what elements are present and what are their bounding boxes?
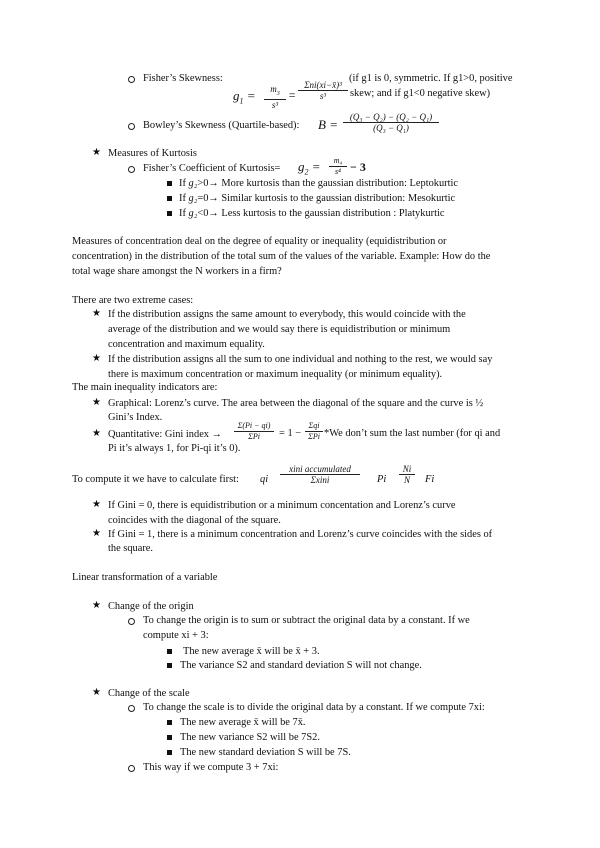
- star-bullet-icon: ★: [92, 147, 101, 158]
- square-bullet-icon: [167, 735, 172, 740]
- square-bullet-icon: [167, 750, 172, 755]
- star-bullet-icon: ★: [92, 428, 101, 439]
- scale-std-dev: The new standard deviation S will be 7S.: [180, 747, 351, 758]
- equals-sign: =: [288, 88, 297, 102]
- case1-line-3: concentration and maximum equality.: [108, 339, 265, 350]
- bowley-label: Bowley’s Skewness (Quartile-based):: [143, 120, 300, 131]
- case2-line-2: there is maximum concentration or maximum inequality (or minimum equality).: [108, 369, 443, 380]
- circle-bullet-icon: [128, 618, 135, 625]
- square-bullet-icon: [167, 720, 172, 725]
- scale-average: The new average x̄ will be 7x̄.: [180, 717, 306, 728]
- bowley-lhs: B =: [318, 117, 338, 132]
- fisher-skewness-note-2: skew; and if g1<0 negative skew): [350, 88, 491, 99]
- scale-variance: The new variance S2 will be 7S2.: [180, 732, 320, 743]
- fisher-kurtosis-lhs: $g_2$ =: [298, 159, 321, 177]
- case2-line-1: If the distribution assigns all the sum to one individual and nothing to the rest, we would say: [108, 354, 493, 365]
- indicators-intro: The main inequality indicators are:: [72, 382, 218, 393]
- linear-heading: Linear transformation of a variable: [72, 572, 218, 583]
- concentration-line-2: concentration) in the distribution of the total sum of the values of the variable. Example: How do the: [72, 251, 491, 262]
- circle-bullet-icon: [128, 123, 135, 130]
- gini-zero-line-2: coincides with the diagonal of the square.: [108, 515, 281, 526]
- kurtosis-item-lepto: If g₂>0→ More kurtosis than the gaussian distribution: Leptokurtic: [179, 178, 459, 189]
- compute-qi: qi: [260, 474, 269, 485]
- origin-variance: The variance S2 and standard deviation S will not change.: [180, 660, 422, 671]
- compute-ni-fraction: $\frac{Ni}{N}$: [399, 464, 415, 485]
- compute-intro: To compute it we have to calculate first:: [72, 474, 239, 485]
- square-bullet-icon: [167, 649, 172, 654]
- compute-qi-fraction: xini accumulated Σxini: [280, 464, 360, 485]
- fisher-skewness-fraction-2: Σni(xi−x̄)³ s³: [298, 80, 348, 101]
- gini-note-line-1: *We don’t sum the last number (for qi and: [324, 428, 501, 439]
- gini-zero-line-1: If Gini = 0, there is equidistribution or a minimum concentation and Lorenz’s curve: [108, 500, 456, 511]
- origin-line-1: To change the origin is to sum or subtract the original data by a constant. If we: [143, 615, 470, 626]
- graphical-line-1: Graphical: Lorenz’s curve. The area between the diagonal of the square and the curve is ½: [108, 398, 484, 409]
- gini-one-line-2: the square.: [108, 543, 154, 554]
- bowley-fraction: $\frac{\text{(Q₃ − Q₂) − (Q₂ − Q₁)}}{\text{(Q₃ − Q₁)}}$: [343, 112, 439, 133]
- star-bullet-icon: ★: [92, 499, 101, 510]
- square-bullet-icon: [167, 181, 172, 186]
- quantitative-label: Quantitative: Gini index →: [108, 429, 222, 440]
- scale-line-1: To change the scale is to divide the original data by a constant. If we compute 7xi:: [143, 702, 485, 713]
- case1-line-2: average of the distribution and we would say there is equidistribution or minimum: [108, 324, 451, 335]
- circle-bullet-icon: [128, 765, 135, 772]
- fisher-skewness-label: Fisher’s Skewness:: [143, 73, 223, 84]
- circle-bullet-icon: [128, 166, 135, 173]
- circle-bullet-icon: [128, 76, 135, 83]
- origin-average: The new average x̄ will be x̄ + 3.: [183, 646, 320, 657]
- gini-fraction-2: Σqi ΣPi: [305, 421, 323, 442]
- scale-title: Change of the scale: [108, 688, 190, 699]
- square-bullet-icon: [167, 663, 172, 668]
- fisher-kurtosis-label: Fisher’s Coefficient of Kurtosis=: [143, 163, 281, 174]
- kurtosis-heading: Measures of Kurtosis: [108, 148, 197, 159]
- gini-note-line-2: Pi it’s always 1, for Pi-qi it’s 0).: [108, 443, 241, 454]
- gini-one-line-1: If Gini = 1, there is a minimum concentration and Lorenz’s curve coincides with the sides of: [108, 529, 493, 540]
- compute-fi: Fi: [425, 474, 435, 485]
- star-bullet-icon: ★: [92, 308, 101, 319]
- kurtosis-item-platy: If g₂<0→ Less kurtosis to the gaussian distribution : Platykurtic: [179, 208, 445, 219]
- square-bullet-icon: [167, 211, 172, 216]
- star-bullet-icon: ★: [92, 353, 101, 364]
- compute-pi: Pi: [377, 474, 387, 485]
- gini-equals: = 1 −: [279, 428, 302, 439]
- fisher-kurtosis-tail: − 3: [350, 160, 366, 174]
- concentration-line-3: total wage share amongst the N workers in a firm?: [72, 266, 282, 277]
- fisher-skewness-lhs: $g_1$ =: [233, 88, 256, 106]
- graphical-line-2: Gini’s Index.: [108, 412, 163, 423]
- star-bullet-icon: ★: [92, 600, 101, 611]
- fisher-skewness-note-1: (if g1 is 0, symmetric. If g1>0, positive: [349, 73, 513, 84]
- both-transform-line: This way if we compute 3 + 7xi:: [143, 762, 279, 773]
- star-bullet-icon: ★: [92, 397, 101, 408]
- circle-bullet-icon: [128, 705, 135, 712]
- kurtosis-item-meso: If g₂=0→ Similar kurtosis to the gaussian distribution: Mesokurtic: [179, 193, 456, 204]
- star-bullet-icon: ★: [92, 528, 101, 539]
- concentration-line-1: Measures of concentration deal on the degree of equality or inequality (equidistribution or: [72, 236, 447, 247]
- gini-fraction-1: Σ(Pi − qi) ΣPi: [234, 421, 274, 442]
- origin-title: Change of the origin: [108, 601, 194, 612]
- fisher-skewness-fraction-1: $\frac{m_3}{\text{s³}}$: [264, 84, 286, 110]
- origin-line-2: compute xi + 3:: [143, 630, 209, 641]
- extremes-intro: There are two extreme cases:: [72, 295, 194, 306]
- star-bullet-icon: ★: [92, 687, 101, 698]
- square-bullet-icon: [167, 196, 172, 201]
- fisher-kurtosis-fraction: $\frac{\text{m₄}}{\text{s⁴}}$: [329, 156, 347, 177]
- case1-line-1: If the distribution assigns the same amount to everybody, this would coincide with the: [108, 309, 466, 320]
